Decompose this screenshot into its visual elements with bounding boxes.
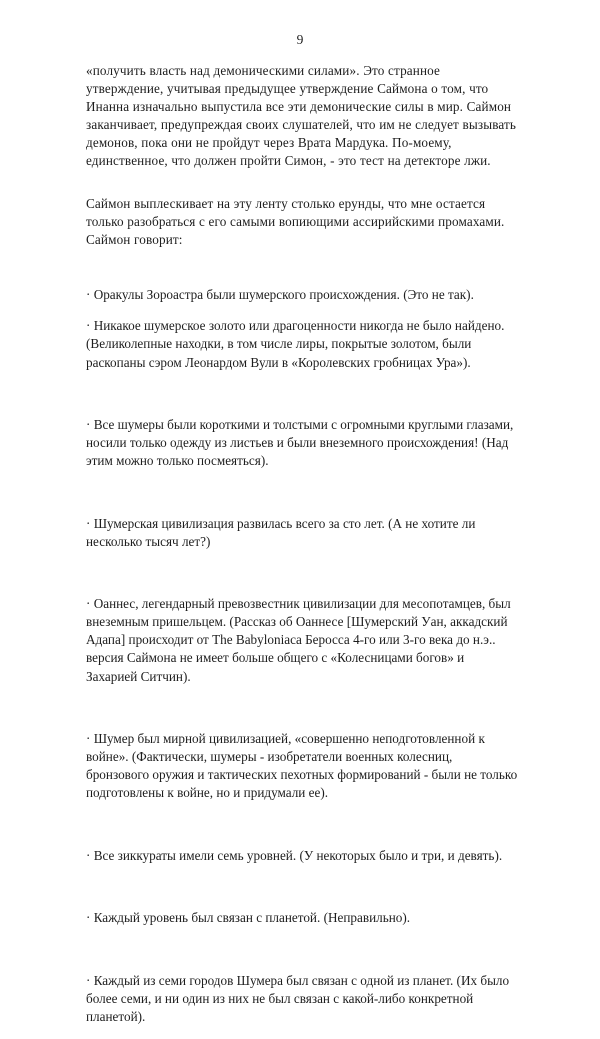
list-item: · Оракулы Зороастра были шумерского происхождения. (Это не так). bbox=[86, 287, 474, 303]
list-spacer bbox=[86, 816, 518, 834]
paragraph-spacer bbox=[86, 171, 518, 195]
list-spacer bbox=[86, 941, 518, 959]
list-spacer bbox=[86, 564, 518, 582]
list-item: · Все зиккураты имели семь уровней. (У некоторых было и три, и девять). bbox=[86, 847, 503, 863]
paragraph-spacer bbox=[86, 249, 518, 273]
list-item: · Никакое шумерское золото или драгоценности никогда не было найдено. (Великолепные находки, в том числе лиры, покрытые золотом, были раскопаны сэром Леонардом Вули в «Королевских гробницах Ура»). bbox=[86, 318, 505, 370]
page-number: 9 bbox=[296, 32, 304, 47]
list-spacer bbox=[86, 483, 518, 501]
list-spacer bbox=[86, 699, 518, 717]
list-item: · Каждый из семи городов Шумера был связан с одной из планет. (Их было более семи, и ни один из них не был связан с какой-либо конкретной планетой). bbox=[86, 972, 510, 1024]
list-item: · Все шумеры были короткими и толстыми с огромными круглыми глазами, носили только одежду из листьев и были внеземного происхождения! (Над этим можно только посмеяться). bbox=[86, 416, 514, 469]
page-body bbox=[86, 62, 518, 1039]
list-item: · Каждый уровень был связан с планетой. (Неправильно). bbox=[86, 910, 411, 926]
paragraph-opening: «получить власть над демоническими силами». Это странное утверждение, учитывая предыдущее утверждение Саймона о том, что Инанна изначально выпустила все эти демонические силы в мир. Саймон заканчивает, предупреждая своих слушателей, что им не следует вызывать демонов, пока они не пройдут через Врата Мардука. По-моему, единственное, что должен пройти Симон, - это тест на детекторе лжи. bbox=[86, 63, 517, 169]
list-item: · Оаннес, легендарный превозвестник цивилизации для месопотамцев, был внеземным пришельцем. (Рассказ об Оаннесе [Шумерский Уан, аккадский Адапа] происходит от The Babyloniaca Беросса 4-го или 3-го века до н.э.. версия Саймона не имеет больше общего с «Колесницами богов» и Захарией Ситчин). bbox=[86, 596, 511, 684]
paragraph-simon-rants: Саймон выплескивает на эту ленту столько ерунды, что мне остается только разобраться с его самыми вопиющими ассирийскими промахами. Саймон говорит: bbox=[86, 195, 505, 247]
list-item: · Шумерская цивилизация развилась всего за сто лет. (А не хотите ли несколько тысяч лет?) bbox=[86, 515, 476, 549]
list-spacer bbox=[86, 385, 518, 403]
list-spacer bbox=[86, 878, 518, 896]
list-item: · Шумер был мирной цивилизацией, «совершенно неподготовленной к войне». (Фактически, шумеры - изобретатели военных колесниц, бронзового оружия и тактических пехотных формирований - были не только подготовлены к войне, но и придумали ее). bbox=[86, 731, 518, 801]
